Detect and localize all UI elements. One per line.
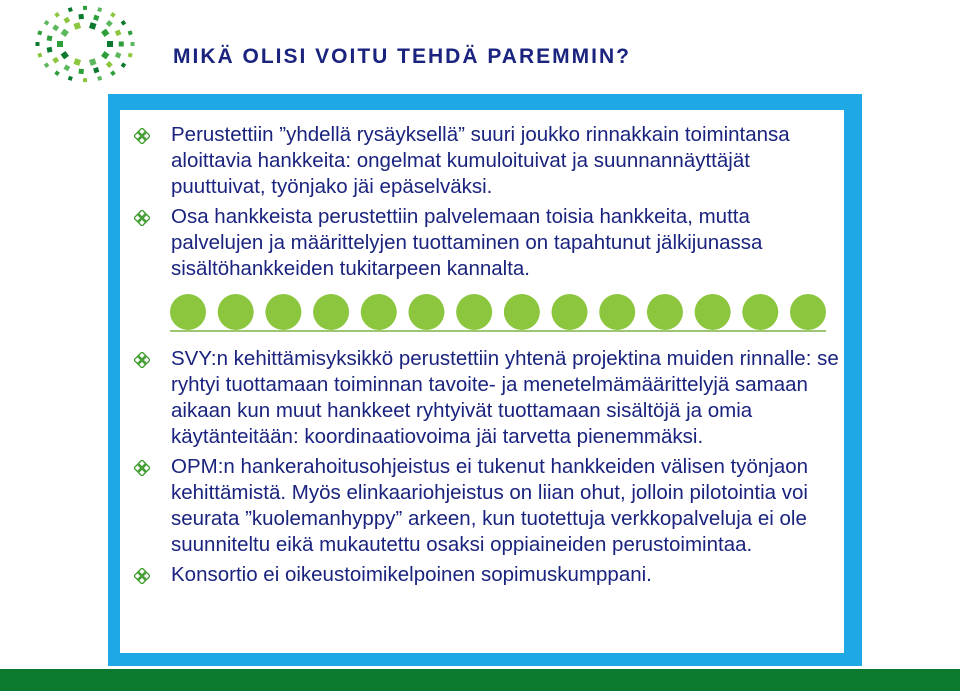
divider-dot bbox=[361, 294, 397, 330]
bullet-item bbox=[134, 204, 824, 282]
divider-dot bbox=[599, 294, 635, 330]
divider-dot bbox=[647, 294, 683, 330]
bullet-text: SVY:n kehittämisyksikkö perustettiin yhtenä projektina muiden rinnalle: se ryhtyi tuottamaan toiminnan tavoite- ja menetelmämäärittelyjä samaan aikaan kun muut hankkeet ryhtyivät tuottamaan sisältöjä ja omia käytänteitään: koordinaatiovoima jäi tarvetta pienemmäksi. bbox=[171, 347, 839, 448]
divider-dot bbox=[170, 294, 206, 330]
dotted-circle-logo-icon bbox=[20, 0, 150, 92]
divider-dot bbox=[408, 294, 444, 330]
divider-dot bbox=[552, 294, 588, 330]
four-diamond-bullet-icon bbox=[134, 210, 150, 226]
bullet-text: Konsortio ei oikeustoimikelpoinen sopimuskumppani. bbox=[171, 563, 652, 586]
bullet-item bbox=[134, 122, 824, 200]
bullet-item bbox=[134, 454, 839, 558]
bullet-item bbox=[134, 562, 839, 588]
divider-dot bbox=[313, 294, 349, 330]
divider-dot bbox=[504, 294, 540, 330]
bullet-text: Osa hankkeista perustettiin palvelemaan toisia hankkeita, mutta palvelujen ja määrittelyjen tuottaminen on tapahtunut jälkijunassa sisältöhankkeiden tukitarpeen kannalta. bbox=[171, 205, 763, 280]
bullet-list-top bbox=[134, 122, 824, 286]
divider-dot bbox=[695, 294, 731, 330]
four-diamond-bullet-icon bbox=[134, 352, 150, 368]
four-diamond-bullet-icon bbox=[134, 128, 150, 144]
bullet-item bbox=[134, 346, 839, 450]
bullet-text: OPM:n hankerahoitusohjeistus ei tukenut hankkeiden välisen työnjaon kehittämistä. Myös elinkaariohjeistus on liian ohut, jolloin pilotointia voi seurata ”kuolemanhyppy” arkeen, kun tuotettuja verkkopalveluja ei ole suunniteltu eikä mukautettu osaksi oppiaineiden perustoimintaa. bbox=[171, 455, 809, 556]
divider-dot bbox=[218, 294, 254, 330]
bottom-bar bbox=[0, 669, 960, 691]
divider-dot bbox=[456, 294, 492, 330]
four-diamond-bullet-icon bbox=[134, 460, 150, 476]
bullet-text: Perustettiin ”yhdellä rysäyksellä” suuri joukko rinnakkain toimintansa aloittavia hankkeita: ongelmat kumuloituivat ja suunnannäyttäjät puuttuivat, työnjako jäi epäselväksi. bbox=[171, 123, 790, 198]
divider-dot bbox=[265, 294, 301, 330]
green-dot-divider bbox=[170, 292, 826, 334]
bullet-list-bottom bbox=[134, 346, 839, 592]
page-title: MIKÄ OLISI VOITU TEHDÄ PAREMMIN? bbox=[173, 45, 631, 68]
divider-dot bbox=[790, 294, 826, 330]
divider-dot bbox=[742, 294, 778, 330]
four-diamond-bullet-icon bbox=[134, 568, 150, 584]
